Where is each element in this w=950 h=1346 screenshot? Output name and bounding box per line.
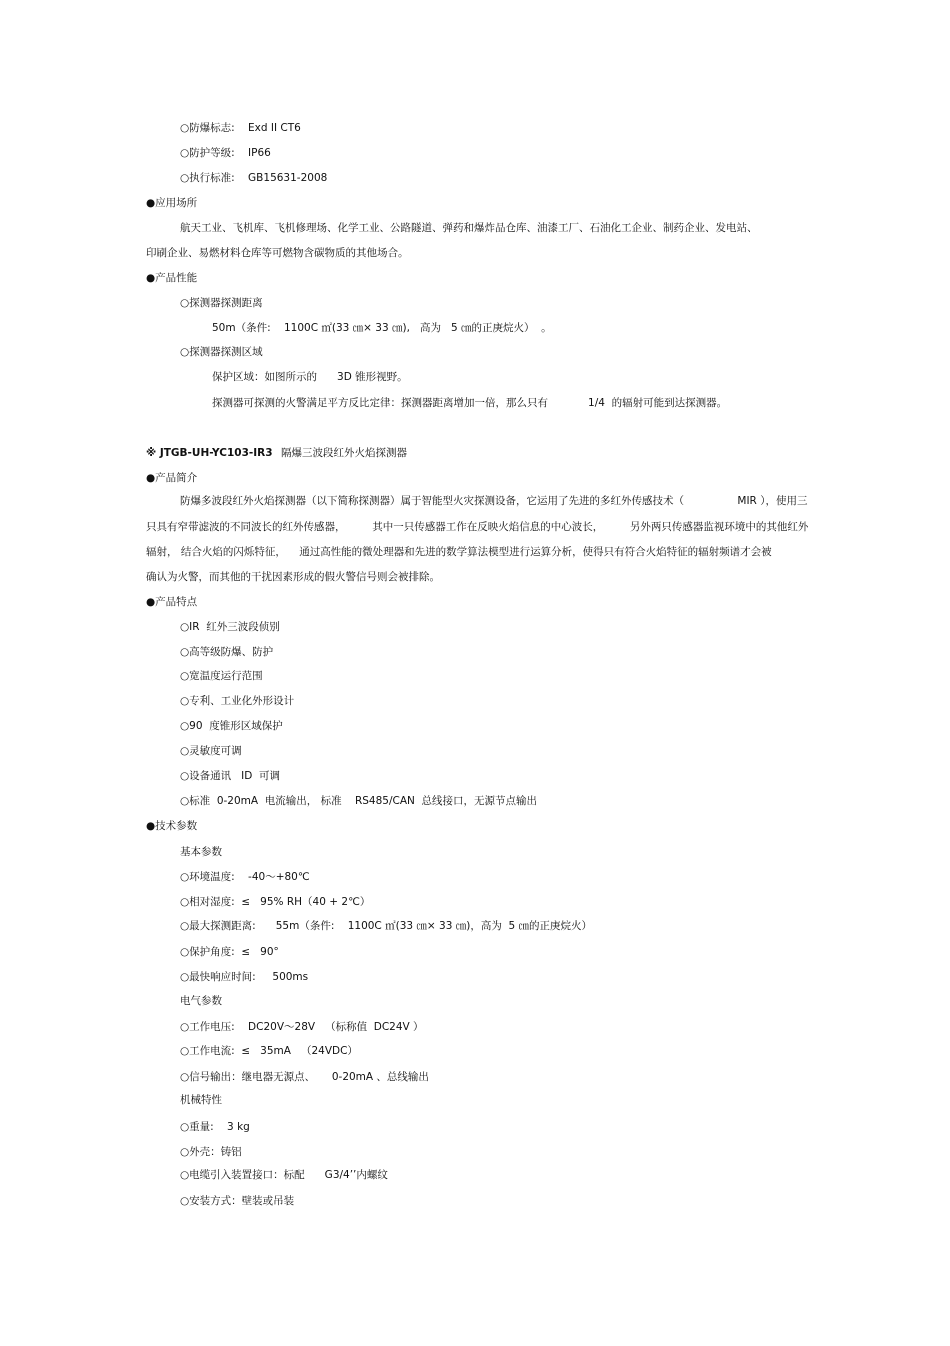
perf-distance-label: ○探测器探测距离 <box>180 297 263 309</box>
feature-item: ○专利、工业化外形设计 <box>180 695 295 707</box>
application-text-1: 航天工业、飞机库、飞机修理场、化学工业、公路隧道、弹药和爆炸品仓库、油漆工厂、石油化工企业、制药企业、发电站、 <box>180 222 758 234</box>
feature-item: ○宽温度运行范围 <box>180 670 263 682</box>
param-response-time: ○最快响应时间: 500ms <box>180 971 309 983</box>
perf-inverse-square: 探测器可探测的火警满足平方反比定律：探测器距离增加一倍，那么只有 1/4 的辐射可能到达探测器。 <box>212 397 728 409</box>
spec-explosion-mark: ○防爆标志: Exd II CT6 <box>180 122 301 134</box>
spec-protection-level: ○防护等级: IP66 <box>180 147 271 159</box>
intro-text-2: 只具有窄带滤波的不同波长的红外传感器， 其中一只传感器工作在反映火焰信息的中心波长， 另外两只传感器监视环境中的其他红外 <box>146 521 809 533</box>
feature-item: ○设备通讯 ID 可调 <box>180 770 281 782</box>
param-housing: ○外壳：铸铝 <box>180 1146 242 1158</box>
param-cable-entry: ○电缆引入装置接口：标配 G3/4’’内螺纹 <box>180 1169 388 1181</box>
subheading-mechanical: 机械特性 <box>180 1094 222 1106</box>
param-current: ○工作电流: ≤ 35mA （24VDC） <box>180 1045 358 1057</box>
heading-performance: ●产品性能 <box>146 272 198 284</box>
feature-item: ○高等级防爆、防护 <box>180 646 274 658</box>
param-weight: ○重量: 3 kg <box>180 1121 250 1133</box>
perf-area-label: ○探测器探测区域 <box>180 346 263 358</box>
model-number: ※ JTGB-UH-YC103-IR3 <box>146 447 273 459</box>
spec-standard: ○执行标准: GB15631-2008 <box>180 172 328 184</box>
intro-text-1: 防爆多波段红外火焰探测器（以下简称探测器）属于智能型火灾探测设备，它运用了先进的多红外传感技术（ MIR ），使用三 <box>180 495 808 507</box>
perf-distance-value: 50m（条件: 1100C ㎡(33 ㎝× 33 ㎝), 高为 5 ㎝的正庚烷火） 。 <box>212 322 552 334</box>
heading-features: ●产品特点 <box>146 596 198 608</box>
param-max-distance: ○最大探测距离: 55m（条件: 1100C ㎡(33 ㎝× 33 ㎝)，高为 5 ㎝的正庚烷火） <box>180 920 593 932</box>
param-angle: ○保护角度: ≤ 90° <box>180 946 279 958</box>
model-title: 隔爆三波段红外火焰探测器 <box>281 447 407 459</box>
param-voltage: ○工作电压: DC20V～28V （标称值 DC24V ） <box>180 1021 424 1033</box>
heading-tech-params: ●技术参数 <box>146 820 198 832</box>
param-mounting: ○安装方式：壁装或吊装 <box>180 1195 295 1207</box>
intro-text-4: 确认为火警，而其他的干扰因素形成的假火警信号则会被排除。 <box>146 571 440 583</box>
application-text-2: 印刷企业、易燃材料仓库等可燃物含碳物质的其他场合。 <box>146 247 409 259</box>
subheading-basic: 基本参数 <box>180 846 222 858</box>
param-temperature: ○环境温度: -40～+80℃ <box>180 871 310 883</box>
param-signal-output: ○信号输出：继电器无源点、 0-20mA 、总线输出 <box>180 1071 429 1083</box>
heading-intro: ●产品简介 <box>146 472 198 484</box>
feature-item: ○灵敏度可调 <box>180 745 242 757</box>
perf-area-value: 保护区域：如图所示的 3D 锥形视野。 <box>212 371 408 383</box>
feature-item: ○90 度锥形区域保护 <box>180 720 283 732</box>
feature-item: ○标准 0-20mA 电流输出， 标准 RS485/CAN 总线接口，无源节点输出 <box>180 795 538 807</box>
subheading-electrical: 电气参数 <box>180 995 222 1007</box>
intro-text-3: 辐射， 结合火焰的闪烁特征， 通过高性能的微处理器和先进的数学算法模型进行运算分析，使得只有符合火焰特征的辐射频谱才会被 <box>146 546 772 558</box>
heading-application: ●应用场所 <box>146 197 198 209</box>
feature-item: ○IR 红外三波段侦别 <box>180 621 280 633</box>
param-humidity: ○相对湿度: ≤ 95% RH（40 + 2℃） <box>180 896 371 908</box>
